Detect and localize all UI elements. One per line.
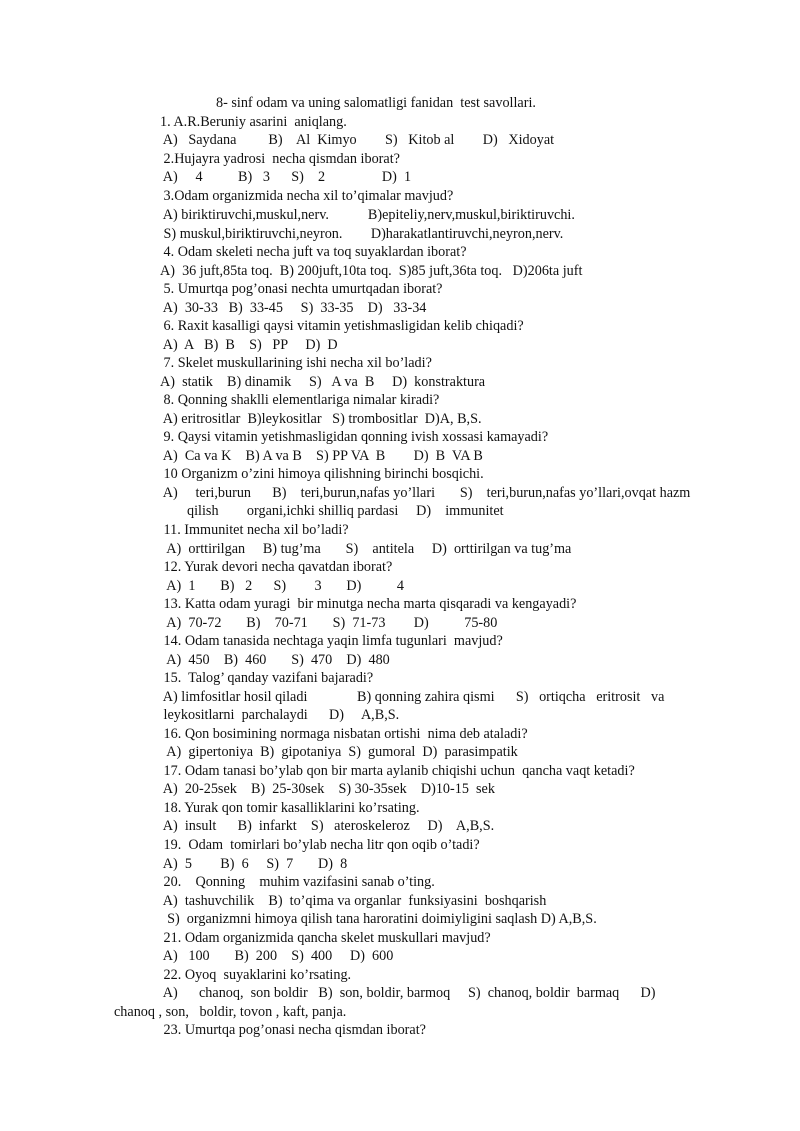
text-line: A) statik B) dinamik S) A va B D) konstraktura (160, 374, 486, 390)
text-line: A) teri,burun B) teri,burun,nafas yo’llari S) teri,burun,nafas yo’llari,ovqat hazm (160, 485, 691, 501)
text-line: 4. Odam skeleti necha juft va toq suyaklardan iborat? (160, 244, 467, 260)
text-line: 1. A.R.Beruniy asarini aniqlang. (160, 114, 347, 130)
text-line: A) chanoq, son boldir B) son, boldir, barmoq S) chanoq, boldir barmaq D) (160, 985, 656, 1001)
text-line: qilish organi,ichki shilliq pardasi D) immunitet (187, 503, 504, 519)
document-title: 8- sinf odam va uning salomatligi fanidan test savollari. (216, 95, 536, 111)
text-line: 15. Talog’ qanday vazifani bajaradi? (160, 670, 374, 686)
text-line: 16. Qon bosimining normaga nisbatan ortishi nima deb ataladi? (160, 726, 528, 742)
text-line: leykositlarni parchalaydi D) A,B,S. (160, 707, 400, 723)
text-line: 18. Yurak qon tomir kasalliklarini ko’rsating. (160, 800, 420, 816)
text-line: 10 Organizm o’zini himoya qilishning birinchi bosqichi. (160, 466, 484, 482)
text-line: 7. Skelet muskullarining ishi necha xil bo’ladi? (160, 355, 432, 371)
text-line: A) biriktiruvchi,muskul,nerv. B)epiteliy,nerv,muskul,biriktiruvchi. (160, 207, 575, 223)
text-line: S) muskul,biriktiruvchi,neyron. D)harakatlantiruvchi,neyron,nerv. (160, 226, 564, 242)
text-line: 13. Katta odam yuragi bir minutga necha marta qisqaradi va kengayadi? (160, 596, 577, 612)
text-line: A) limfositlar hosil qiladi B) qonning zahira qismi S) ortiqcha eritrosit va (160, 689, 665, 705)
text-line: A) insult B) infarkt S) ateroskeleroz D) A,B,S. (160, 818, 495, 834)
text-line: A) eritrositlar B)leykositlar S) trombositlar D)A, B,S. (160, 411, 482, 427)
text-line: A) A B) B S) PP D) D (160, 337, 338, 353)
text-line: 2.Hujayra yadrosi necha qismdan iborat? (160, 151, 400, 167)
text-line: A) Ca va K B) A va B S) PP VA B D) B VA B (160, 448, 483, 464)
text-line: 19. Odam tomirlari bo’ylab necha litr qon oqib o’tadi? (160, 837, 480, 853)
text-line: A) 100 B) 200 S) 400 D) 600 (160, 948, 394, 964)
text-line: A) gipertoniya B) gipotaniya S) gumoral D) parasimpatik (160, 744, 518, 760)
text-line: 8. Qonning shaklli elementlariga nimalar kiradi? (160, 392, 440, 408)
text-line: 21. Odam organizmida qancha skelet muskullari mavjud? (160, 930, 491, 946)
text-line: A) 30-33 B) 33-45 S) 33-35 D) 33-34 (160, 300, 427, 316)
text-line: A) 5 B) 6 S) 7 D) 8 (160, 856, 348, 872)
text-line: 9. Qaysi vitamin yetishmasligidan qonning ivish xossasi kamayadi? (160, 429, 549, 445)
text-line: 11. Immunitet necha xil bo’ladi? (160, 522, 349, 538)
text-line: A) 70-72 B) 70-71 S) 71-73 D) 75-80 (160, 615, 498, 631)
text-line: 3.Odam organizmida necha xil to’qimalar mavjud? (160, 188, 454, 204)
text-line: chanoq , son, boldir, tovon , kaft, panja. (114, 1004, 347, 1020)
text-line: 5. Umurtqa pog’onasi nechta umurtqadan iborat? (160, 281, 443, 297)
text-line: S) organizmni himoya qilish tana haroratini doimiyligini saqlash D) A,B,S. (160, 911, 597, 927)
text-line: A) orttirilgan B) tug’ma S) antitela D) orttirilgan va tug’ma (160, 541, 572, 557)
text-line: 23. Umurtqa pog’onasi necha qismdan iborat? (160, 1022, 426, 1038)
text-line: 12. Yurak devori necha qavatdan iborat? (160, 559, 393, 575)
text-line: 17. Odam tanasi bo’ylab qon bir marta aylanib chiqishi uchun qancha vaqt ketadi? (160, 763, 635, 779)
text-line: A) 36 juft,85ta toq. B) 200juft,10ta toq. S)85 juft,36ta toq. D)206ta juft (160, 263, 583, 279)
text-line: A) 4 B) 3 S) 2 D) 1 (160, 169, 412, 185)
text-line: A) 20-25sek B) 25-30sek S) 30-35sek D)10-15 sek (160, 781, 495, 797)
text-line: A) 450 B) 460 S) 470 D) 480 (160, 652, 390, 668)
text-line: 22. Oyoq suyaklarini ko’rsating. (160, 967, 352, 983)
text-line: A) Saydana B) Al Kimyo S) Kitob al D) Xidoyat (160, 132, 555, 148)
text-line: A) 1 B) 2 S) 3 D) 4 (160, 578, 404, 594)
text-line: 20. Qonning muhim vazifasini sanab o’ting. (160, 874, 435, 890)
text-line: 6. Raxit kasalligi qaysi vitamin yetishmasligidan kelib chiqadi? (160, 318, 524, 334)
text-line: 14. Odam tanasida nechtaga yaqin limfa tugunlari mavjud? (160, 633, 503, 649)
text-line: A) tashuvchilik B) to’qima va organlar funksiyasini boshqarish (160, 893, 547, 909)
